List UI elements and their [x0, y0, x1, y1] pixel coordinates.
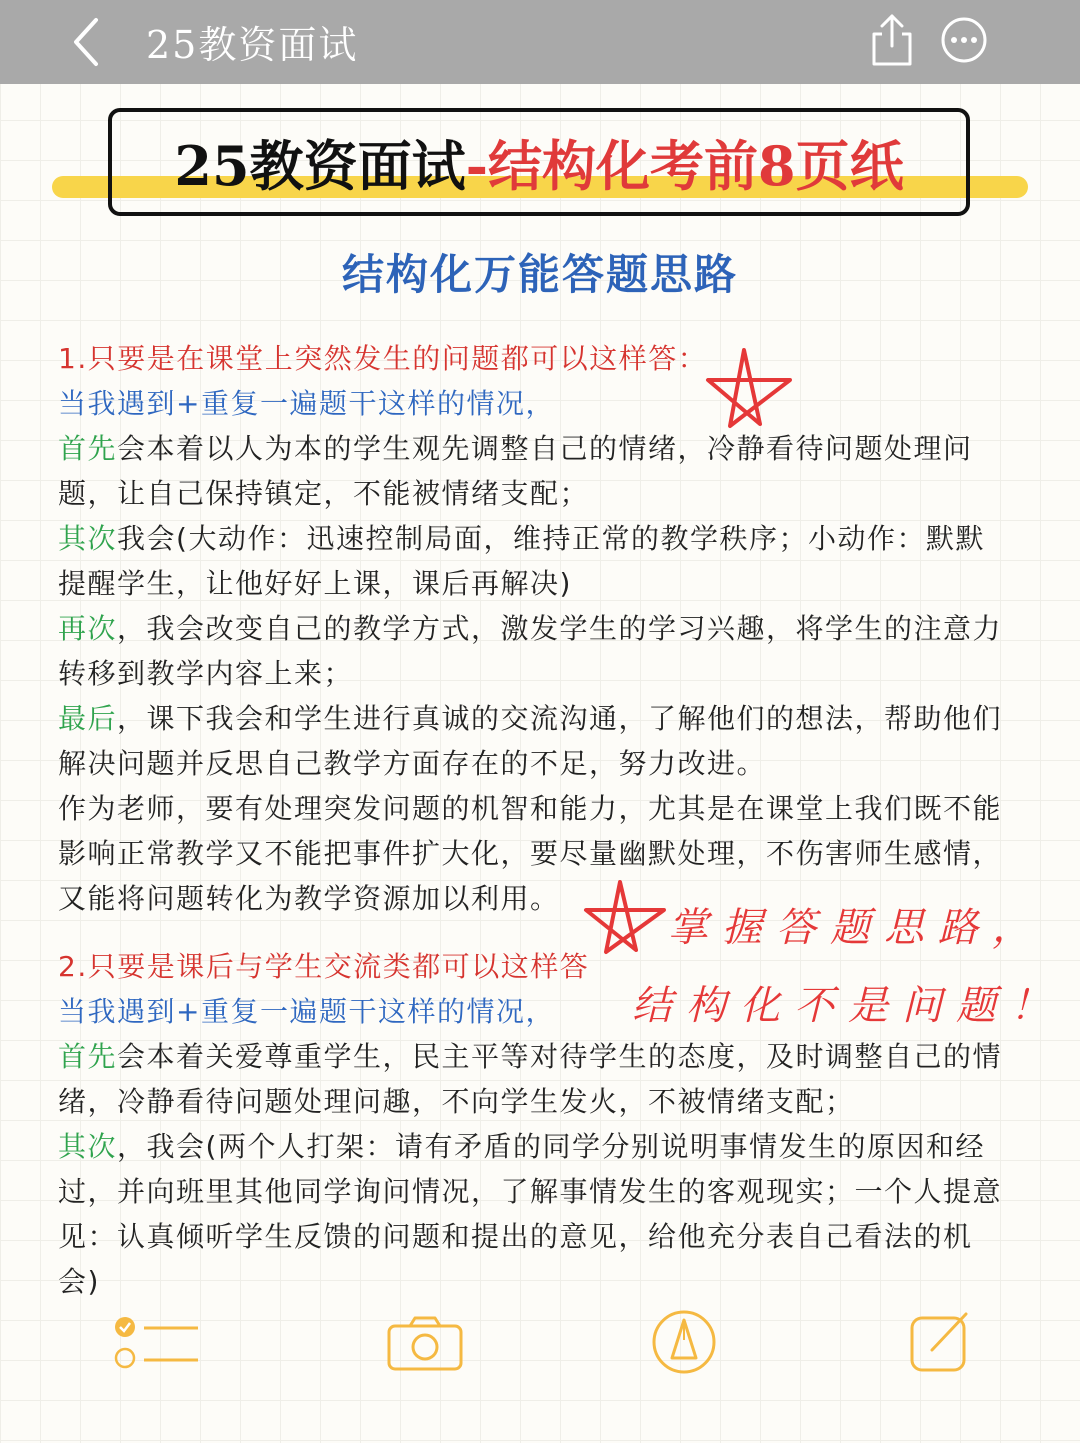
camera-icon[interactable] [386, 1314, 464, 1372]
section2-first-text: 会本着关爱尊重学生，民主平等对待学生的态度，及时调整自己的情 [117, 1040, 1003, 1073]
keyword-first: 首先 [58, 432, 118, 465]
title-accent: -结构化考前8页纸 [465, 133, 904, 198]
section2-second-cont-1: 过，并向班里其他同学询问情况，了解事情发生的客观现实；一个人提意 [58, 1175, 1003, 1208]
section1-last [58, 696, 1002, 741]
section1-third-cont: 转移到教学内容上来； [58, 657, 354, 690]
keyword-first: 首先 [58, 1040, 118, 1073]
section1-last-cont: 解决问题并反思自己教学方面存在的不足，努力改进。 [58, 747, 767, 780]
section1-summary-2: 影响正常教学又不能把事件扩大化，要尽量幽默处理，不伤害师生感情， [58, 837, 1003, 870]
star-icon [700, 346, 796, 430]
more-icon[interactable] [940, 16, 988, 64]
nav-title: 25教资面试 [146, 23, 359, 67]
handwritten-note-2: 结构化不是问题！ [632, 983, 1064, 1029]
section1-first-cont: 题，让自己保持镇定，不能被情绪支配； [58, 477, 590, 510]
section2-situation: 当我遇到+重复一遍题干这样的情况， [58, 995, 555, 1028]
section1-first-text: 会本着以人为本的学生观先调整自己的情绪，冷静看待问题处理问 [117, 432, 973, 465]
section2-second-cont-2: 见：认真倾听学生反馈的问题和提出的意见，给他充分表自己看法的机 [58, 1220, 973, 1253]
page-title [108, 108, 970, 216]
section1-summary-3: 又能将问题转化为教学资源加以利用。 [58, 882, 560, 915]
back-icon[interactable] [62, 12, 122, 72]
nav-bar [0, 0, 1080, 84]
keyword-second: 其次 [58, 522, 118, 555]
section1-second-cont: 提醒学生，让他好好上课，课后再解决) [58, 567, 572, 600]
section2-second-cont-3: 会) [58, 1265, 100, 1298]
keyword-last: 最后 [58, 702, 118, 735]
section2-second [58, 1124, 985, 1169]
section1-situation: 当我遇到+重复一遍题干这样的情况， [58, 387, 555, 420]
section2-second-text: ，我会(两个人打架：请有矛盾的同学分别说明事情发生的原因和经 [117, 1130, 985, 1163]
share-icon[interactable] [868, 12, 916, 68]
star-icon [578, 878, 670, 956]
section1-first [58, 426, 973, 471]
section-subtitle: 结构化万能答题思路 [341, 250, 738, 299]
handwritten-note-1: 掌握答题思路， [668, 905, 1046, 951]
keyword-second: 其次 [58, 1130, 118, 1163]
section1-second-text: 我会(大动作：迅速控制局面，维持正常的教学秩序；小动作：默默 [117, 522, 985, 555]
section1-second [58, 516, 985, 561]
section1-summary-1: 作为老师，要有处理突发问题的机智和能力，尤其是在课堂上我们既不能 [58, 792, 1003, 825]
keyword-third: 再次 [58, 612, 118, 645]
checklist-icon[interactable] [112, 1314, 202, 1370]
section1-third [58, 606, 1002, 651]
section2-first-cont: 绪，冷静看待问题处理问趣，不向学生发火，不被情绪支配； [58, 1085, 855, 1118]
section2-heading: 2.只要是课后与学生交流类都可以这样答 [58, 950, 590, 983]
section2-first [58, 1034, 1002, 1079]
title-main: 25教资面试 [174, 133, 466, 198]
section1-last-text: ，课下我会和学生进行真诚的交流沟通，了解他们的想法，帮助他们 [117, 702, 1003, 735]
section1-heading: 1.只要是在课堂上突然发生的问题都可以这样答： [58, 342, 708, 375]
section1-third-text: ，我会改变自己的教学方式，激发学生的学习兴趣，将学生的注意力 [117, 612, 1003, 645]
edit-icon[interactable] [908, 1310, 972, 1374]
pen-icon[interactable] [650, 1308, 718, 1376]
